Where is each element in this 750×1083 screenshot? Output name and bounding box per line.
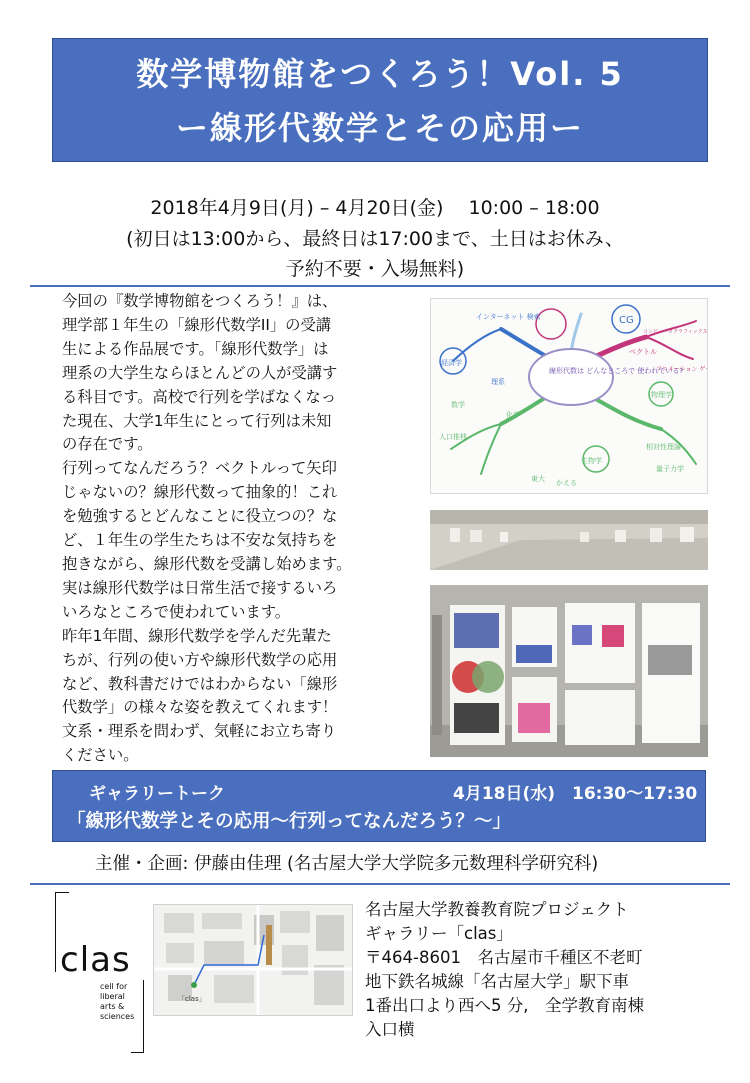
mindmap-word: アニメーション ゲ: [656, 366, 706, 373]
divider-bottom: [30, 883, 730, 885]
description-line: ど、１年生の学生たちは不安な気持ちを: [62, 531, 338, 550]
description-line: の存在です。: [62, 435, 153, 454]
address-line: 名古屋大学教養教育院プロジェクト: [365, 900, 629, 919]
poster-panel-drawing: [430, 585, 708, 757]
divider-top: [30, 285, 730, 287]
description-line: じゃないの？線形代数って抽象的！これ: [62, 483, 338, 502]
gallery-hall-drawing: [430, 510, 708, 570]
mindmap-word: コンピュータグラフィックス: [643, 329, 707, 335]
gallery-talk-subtitle: 「線形代数学とその応用～行列ってなんだろう？～」: [67, 811, 512, 832]
mindmap-word: 量子力学: [656, 465, 684, 473]
gallery-talk-title: ギャラリートーク: [89, 784, 225, 804]
logo-bracket-left: [55, 892, 56, 972]
description-line: 昨年1年間、線形代数学を学んだ先輩た: [62, 626, 332, 645]
mindmap-word: 物理学: [651, 391, 672, 399]
description-line: 文系・理系を問わず、気軽にお立ち寄り: [62, 722, 337, 741]
mindmap-word: 東大: [531, 475, 545, 483]
gallery-hall-photo: [430, 510, 708, 570]
title-line-1: 数学博物館をつくろう！Vol. 5: [136, 55, 624, 93]
address-line: 地下鉄名城線「名古屋大学」駅下車: [365, 972, 629, 991]
mindmap-word: 理系: [491, 378, 505, 386]
logo-sub-line: cell for: [100, 982, 128, 991]
description-text: [62, 290, 422, 768]
gallery-talk-banner: [52, 770, 706, 842]
mindmap-image: [430, 298, 708, 494]
mindmap-word: ベクトル: [629, 348, 657, 356]
description-line: 理系の大学生ならほとんどの人が受講す: [62, 363, 338, 382]
logo-sub-line: arts &: [100, 1002, 125, 1011]
mindmap-word: 人口推移: [439, 433, 467, 441]
logo-sub-line: liberal: [100, 992, 125, 1001]
clas-logo: clas: [60, 940, 131, 980]
exhibition-notes: (初日は13:00から、最終日は17:00まで、土日はお休み、: [126, 228, 624, 250]
mindmap-word: CG: [619, 315, 634, 326]
description-line: 抱きながら、線形代数を受講し始めます。: [62, 554, 352, 573]
description-line: ちが、行列の使い方や線形代数学の応用: [62, 650, 338, 669]
address-line: ギャラリー「clas」: [365, 924, 513, 943]
poster-panel-photo: [430, 585, 708, 757]
description-line: 生による作品展です。「線形代数学」は: [62, 339, 329, 358]
logo-sub-line: sciences: [100, 1012, 135, 1021]
campus-map-drawing: [154, 905, 352, 1015]
organizer-line: 主催・企画: 伊藤由佳理 (名古屋大学大学院多元数理科学研究科): [95, 854, 599, 874]
exhibition-admission: 予約不要・入場無料): [285, 258, 465, 280]
address-block: [365, 898, 725, 1042]
logo-bracket-top: [55, 892, 69, 893]
logo-bracket-right: [143, 980, 144, 1052]
description-line: 行列ってなんだろう？ベクトルって矢印: [62, 459, 337, 478]
address-line: 入口横: [365, 1020, 415, 1039]
mindmap-word: 数学: [451, 401, 465, 409]
title-line-2: ー線形代数学とその応用ー: [175, 109, 584, 147]
description-line: 代数学」の様々な姿を教えてくれます！: [62, 698, 338, 717]
description-line: 理学部１年生の「線形代数学II」の受講: [62, 315, 332, 334]
logo-bracket-bottom: [131, 1052, 144, 1053]
description-line: など、教科書だけではわからない「線形: [62, 674, 338, 693]
mindmap-center-text: 線形代数は どんなところで 使われている?: [549, 367, 684, 375]
description-line: を勉強するとどんなことに役立つの？な: [62, 507, 338, 526]
campus-map: [153, 904, 353, 1016]
description-line: た現在、大学1年生にとって行列は未知: [62, 411, 332, 430]
address-line: 〒464-8601 名古屋市千種区不老町: [365, 948, 643, 967]
mindmap-word: 経済学: [441, 359, 462, 367]
address-line: 1番出口より西へ5 分, 全学教育南棟: [365, 996, 644, 1015]
mindmap-word: 相対性理論: [646, 443, 681, 451]
description-line: いろなところで使われています。: [62, 602, 291, 621]
mindmap-word: インターネット 検索: [476, 313, 541, 321]
mindmap-drawing: [431, 299, 707, 493]
description-line: る科目です。高校で行列を学ばなくなっ: [62, 387, 337, 406]
exhibition-dates: 2018年4月9日(月) – 4月20日(金) 10:00 – 18:00: [150, 197, 600, 219]
gallery-talk-datetime: 4月18日(水) 16:30～17:30: [453, 784, 698, 804]
mindmap-word: かえる: [556, 479, 577, 487]
map-label: 「clas」: [178, 995, 206, 1003]
title-banner: [52, 38, 708, 162]
mindmap-word: 化学: [506, 411, 520, 419]
description-line: 今回の『数学博物館をつくろう！』は、: [62, 292, 338, 310]
description-line: ください。: [62, 746, 139, 765]
mindmap-word: 生物学: [581, 457, 602, 465]
description-line: 実は線形代数学は日常生活で接するいろ: [62, 578, 338, 597]
